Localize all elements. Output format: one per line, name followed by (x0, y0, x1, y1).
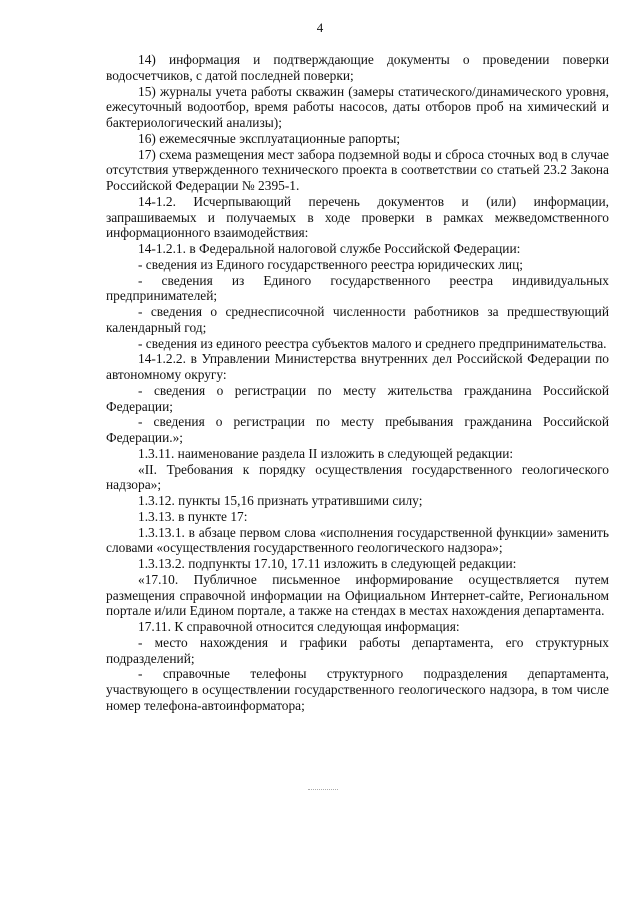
list-item-phones: - справочные телефоны структурного подразделения департамента, участвующего в осуществлении государственного геологического надзора, в том числе номер телефона-автоинформатора; (106, 666, 609, 713)
list-item-sme-registry: - сведения из единого реестра субъектов малого и среднего предпринимательства. (138, 335, 607, 351)
paragraph-17-10: «17.10. Публичное письменное информирование осуществляется путем размещения справочной информации на Официальном Интернет-сайте, Региональном портале и/или Едином портале, а также на стендах в местах нахождения департамента. (106, 571, 609, 619)
list-item-legal-entities-registry: - сведения из Единого государственного реестра юридических лиц; (138, 256, 523, 272)
paragraph-item-14: 14) информация и подтверждающие документы о проведении поверки водосчетчиков, с датой последней поверки; (106, 52, 609, 83)
paragraph-1-3-12: 1.3.12. пункты 15,16 признать утратившими силу; (138, 493, 423, 508)
paragraph-17-11: 17.11. К справочной относится следующая информация: (138, 619, 460, 634)
paragraph-1-3-13-2: 1.3.13.2. подпункты 17.10, 17.11 изложить в следующей редакции: (138, 556, 517, 571)
footer-mark (308, 789, 338, 790)
paragraph-1-3-13-1: 1.3.13.1. в абзаце первом слова «исполнения государственной функции» заменить словами «осуществления государственного геологического надзора»; (106, 524, 609, 556)
paragraph-section-ii-title: «II. Требования к порядку осуществления государственного геологического надзора»; (106, 461, 609, 493)
list-item-headcount: - сведения о среднесписочной численности работников за предшествующий календарный год; (106, 304, 609, 335)
paragraph-1-3-13: 1.3.13. в пункте 17: (138, 508, 248, 524)
list-item-stay-registration: - сведения о регистрации по месту пребывания гражданина Российской Федерации.»; (106, 414, 609, 445)
paragraph-1-3-11: 1.3.11. наименование раздела II изложить в следующей редакции: (138, 445, 514, 461)
paragraph-item-16: 16) ежемесячные эксплуатационные рапорты; (138, 130, 401, 146)
paragraph-14-1-2: 14-1.2. Исчерпывающий перечень документов и (или) информации, запрашиваемых и получаемых в ходе проверки в рамках межведомственного информационного взаимодействия: (106, 193, 609, 241)
paragraph-item-17: 17) схема размещения мест забора подземной воды и сброса сточных вод в случае отсутствия утвержденного технического проекта в соответствии со статьей 23.2 Закона Российской Федерации № 2395-1. (106, 146, 609, 193)
list-item-residence-registration: - сведения о регистрации по месту жительства гражданина Российской Федерации; (106, 382, 609, 414)
document-body (106, 52, 609, 714)
paragraph-item-15: 15) журналы учета работы скважин (замеры статического/динамического уровня, ежесуточный водоотбор, время работы насосов, даты отборов проб на химический и бактериологический анализы); (106, 83, 609, 130)
paragraph-14-1-2-2: 14-1.2.2. в Управлении Министерства внутренних дел Российской Федерации по автономному округу: (106, 351, 609, 382)
page-number: 4 (316, 20, 324, 35)
list-item-location-schedule: - место нахождения и графики работы департамента, его структурных подразделений; (106, 634, 609, 666)
list-item-entrepreneurs-registry: - сведения из Единого государственного реестра индивидуальных предпринимателей; (106, 272, 609, 304)
paragraph-14-1-2-1: 14-1.2.1. в Федеральной налоговой службе Российской Федерации: (138, 241, 521, 256)
